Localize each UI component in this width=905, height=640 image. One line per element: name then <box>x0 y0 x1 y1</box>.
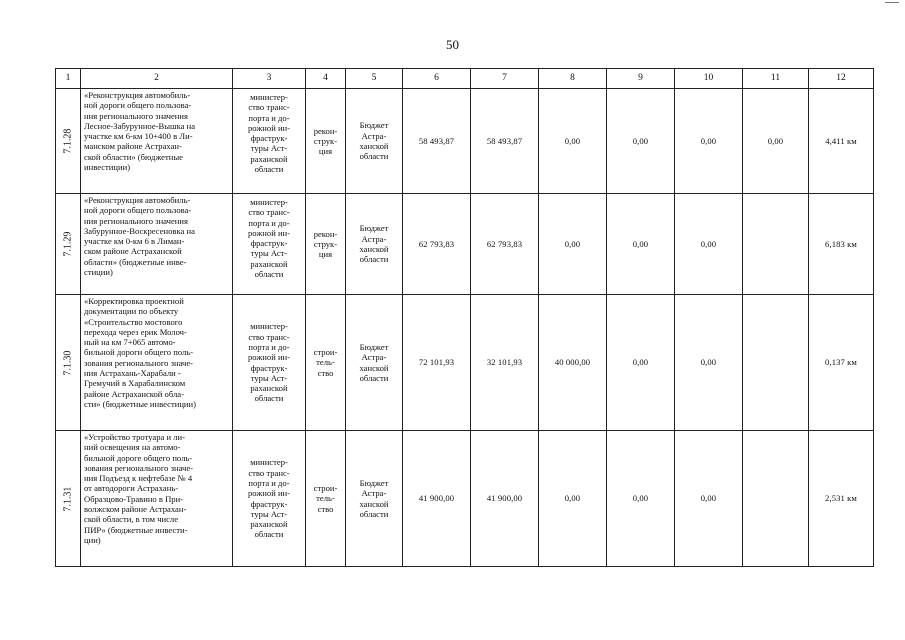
row-code: 7.1.28 <box>56 89 81 194</box>
length-col12: 2,531 км <box>809 431 874 567</box>
funding-source: Бюджет Астра- ханской области <box>346 431 403 567</box>
responsible-org: министер- ство транс- порта и до- рожной ин- фраструк- туры Аст- раханской области <box>233 295 306 431</box>
amount-col6: 41 900,00 <box>403 431 471 567</box>
column-header: 12 <box>809 69 874 89</box>
project-name: «Устройство тротуара и ли- ний освещения на автомо- бильной дороге общего поль- зования регионального значе- ния Подъезд к нефтебазе № 4 от автодороги Астрахань- Образцово-Травино в При- волжском районе Астрахан- ской области, в том числе ПИР» (бюджетные инвести- ции) <box>81 431 233 567</box>
column-header: 4 <box>306 69 346 89</box>
amount-col8: 0,00 <box>539 431 607 567</box>
amount-col6: 58 493,87 <box>403 89 471 194</box>
column-header: 3 <box>233 69 306 89</box>
amount-col7: 58 493,87 <box>471 89 539 194</box>
column-header: 10 <box>675 69 743 89</box>
work-type: строи- тель- ство <box>306 295 346 431</box>
table-row <box>56 194 874 295</box>
table-row <box>56 295 874 431</box>
work-type: строи- тель- ство <box>306 431 346 567</box>
amount-col8: 0,00 <box>539 194 607 295</box>
amount-col10: 0,00 <box>675 295 743 431</box>
amount-col9: 0,00 <box>607 89 675 194</box>
row-code: 7.1.29 <box>56 194 81 295</box>
amount-col9: 0,00 <box>607 431 675 567</box>
length-col12: 6,183 км <box>809 194 874 295</box>
funding-source: Бюджет Астра- ханской области <box>346 194 403 295</box>
table-row <box>56 431 874 567</box>
column-header: 5 <box>346 69 403 89</box>
amount-col11 <box>743 295 809 431</box>
column-header: 8 <box>539 69 607 89</box>
length-col12: 0,137 км <box>809 295 874 431</box>
funding-source: Бюджет Астра- ханской области <box>346 89 403 194</box>
column-header: 7 <box>471 69 539 89</box>
column-header: 6 <box>403 69 471 89</box>
column-header: 2 <box>81 69 233 89</box>
amount-col6: 62 793,83 <box>403 194 471 295</box>
responsible-org: министер- ство транс- порта и до- рожной ин- фраструк- туры Аст- раханской области <box>233 89 306 194</box>
responsible-org: министер- ство транс- порта и до- рожной ин- фраструк- туры Аст- раханской области <box>233 194 306 295</box>
work-type: рекон- струк- ция <box>306 194 346 295</box>
work-type: рекон- струк- ция <box>306 89 346 194</box>
row-code: 7.1.31 <box>56 431 81 567</box>
project-name: «Реконструкция автомобиль- ной дороги общего пользова- ния регионального значения Лесное-Забурунное-Вышка на участке км 6-км 10+400 в Ли- манском районе Астрахан- ской области» (бюджетные инвестиции) <box>81 89 233 194</box>
amount-col8: 0,00 <box>539 89 607 194</box>
amount-col7: 62 793,83 <box>471 194 539 295</box>
header-row <box>56 69 874 89</box>
amount-col10: 0,00 <box>675 431 743 567</box>
amount-col11 <box>743 194 809 295</box>
amount-col7: 32 101,93 <box>471 295 539 431</box>
amount-col9: 0,00 <box>607 194 675 295</box>
amount-col11 <box>743 431 809 567</box>
column-header: 1 <box>56 69 81 89</box>
investment-table <box>55 68 874 567</box>
page-number: 50 <box>446 37 459 52</box>
amount-col6: 72 101,93 <box>403 295 471 431</box>
amount-col7: 41 900,00 <box>471 431 539 567</box>
amount-col11: 0,00 <box>743 89 809 194</box>
funding-source: Бюджет Астра- ханской области <box>346 295 403 431</box>
amount-col10: 0,00 <box>675 194 743 295</box>
length-col12: 4,411 км <box>809 89 874 194</box>
column-header: 11 <box>743 69 809 89</box>
project-name: «Корректировка проектной документации по объекту «Строительство мостового перехода через ерик Молоч- ный на км 7+065 автомо- бильной дороги общего поль- зования регионального значе- ния Астрахань-Харабали - Гремучий в Харабалинском районе Астраханской обла- сти» (бюджетные инвестиции) <box>81 295 233 431</box>
amount-col8: 40 000,00 <box>539 295 607 431</box>
project-name: «Реконструкция автомобиль- ной дороги общего пользова- ния регионального значения Забурунное-Воскресеновка на участке км 0-км 6 в Лиман- ском районе Астраханской области» (бюджетные инве- стиции) <box>81 194 233 295</box>
column-header: 9 <box>607 69 675 89</box>
table-row <box>56 89 874 194</box>
amount-col10: 0,00 <box>675 89 743 194</box>
row-code: 7.1.30 <box>56 295 81 431</box>
amount-col9: 0,00 <box>607 295 675 431</box>
scan-artifact-line <box>885 2 899 3</box>
responsible-org: министер- ство транс- порта и до- рожной ин- фраструк- туры Аст- раханской области <box>233 431 306 567</box>
